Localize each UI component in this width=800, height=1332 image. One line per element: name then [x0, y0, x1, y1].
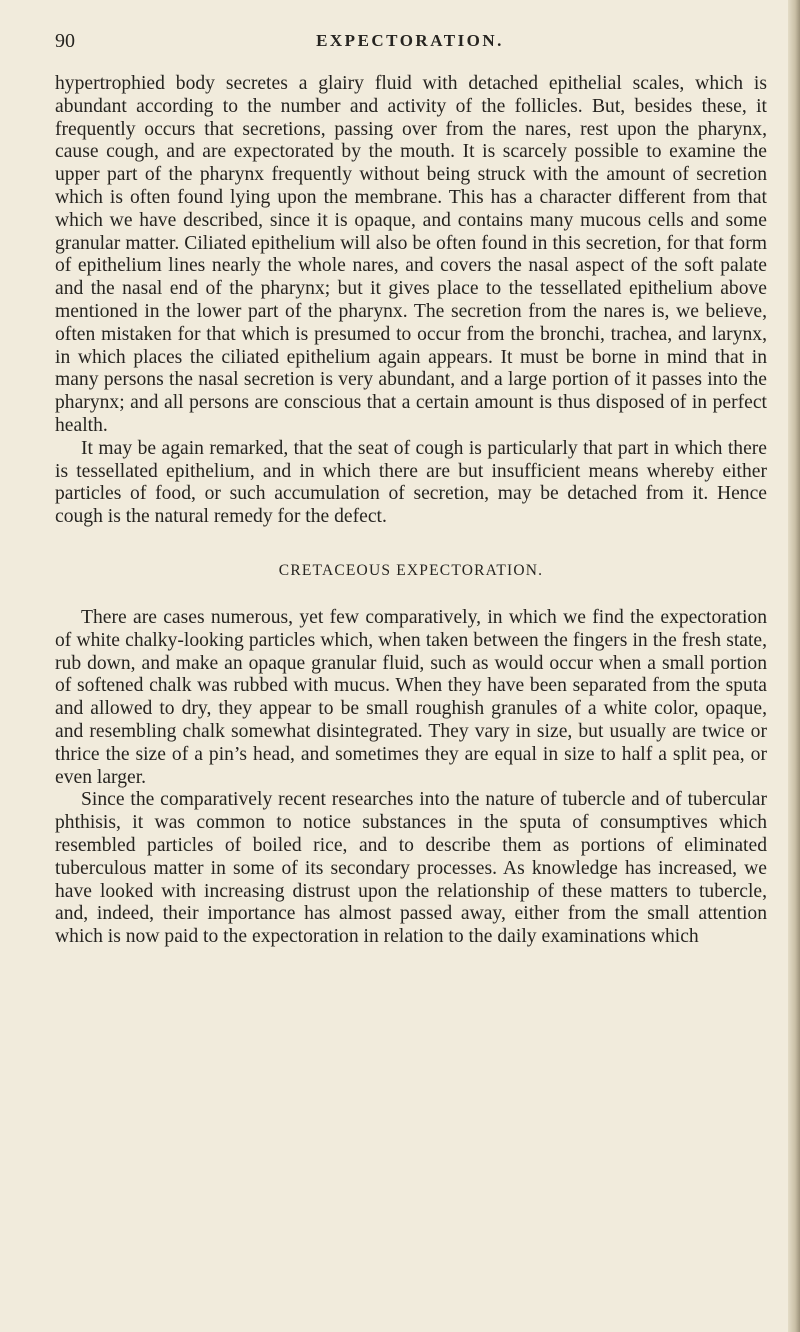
paragraph: Since the comparatively recent researches into the nature of tubercle and of tubercular phthisis, it was common to notice substances in the sputa of consumptives which resembled particles of boiled rice, and to describe them as portions of eliminated tuberculous matter in some of its secondary processes. As knowledge has increased, we have looked with increasing distrust upon the relationship of these matters to tubercle, and, indeed, their importance has almost passed away, either from the small attention which is now paid to the expectoration in relation to the daily examinations which: [55, 789, 767, 948]
page-edge-shadow: [788, 0, 800, 1332]
running-title: EXPECTORATION.: [316, 31, 504, 50]
running-head: [55, 28, 765, 54]
paragraph: hypertrophied body secretes a glairy fluid with detached epithelial scales, which is abundant according to the number and activity of the follicles. But, besides these, it frequently occurs that secretions, passing over from the nares, rest upon the pharynx, cause cough, and are expectorated by the mouth. It is scarcely possible to examine the upper part of the pharynx frequently without being struck with the amount of secretion which is often found lying upon the membrane. This has a character different from that which we have described, since it is opaque, and contains many mucous cells and some granular matter. Ciliated epithelium will also be often found in this secretion, for that form of epithelium lines nearly the whole nares, and covers the nasal aspect of the soft palate and the nasal end of the pharynx; but it gives place to the tessellated epithelium above mentioned in the lower part of the pharynx. The secretion from the nares is, we believe, often mistaken for that which is presumed to occur from the bronchi, trachea, and larynx, in which places the ciliated epithelium again appears. It must be borne in mind that in many persons the nasal secretion is very abundant, and a large portion of it passes into the pharynx; and all persons are conscious that a certain amount is thus disposed of in perfect health.: [55, 73, 767, 436]
paragraph: There are cases numerous, yet few comparatively, in which we find the expectoration of white chalky-looking particles which, when taken between the fingers in the fresh state, rub down, and make an opaque granular fluid, such as would occur when a small portion of softened chalk was rubbed with mucus. When they have been separated from the sputa and allowed to dry, they appear to be small roughish granules of a white color, opaque, and resembling chalk somewhat disintegrated. They vary in size, but usually are twice or thrice the size of a pin’s head, and sometimes they are equal in size to half a split pea, or even larger.: [55, 606, 767, 788]
body-text: [55, 73, 767, 949]
page-number: 90: [55, 30, 75, 52]
paragraph: It may be again remarked, that the seat of cough is particularly that part in which there is tessellated epithelium, and in which there are but insufficient means whereby either particles of food, or such accumulation of secretion, may be detached from it. Hence cough is the natural remedy for the defect.: [55, 437, 767, 528]
section-heading: CRETACEOUS EXPECTORATION.: [278, 561, 544, 579]
